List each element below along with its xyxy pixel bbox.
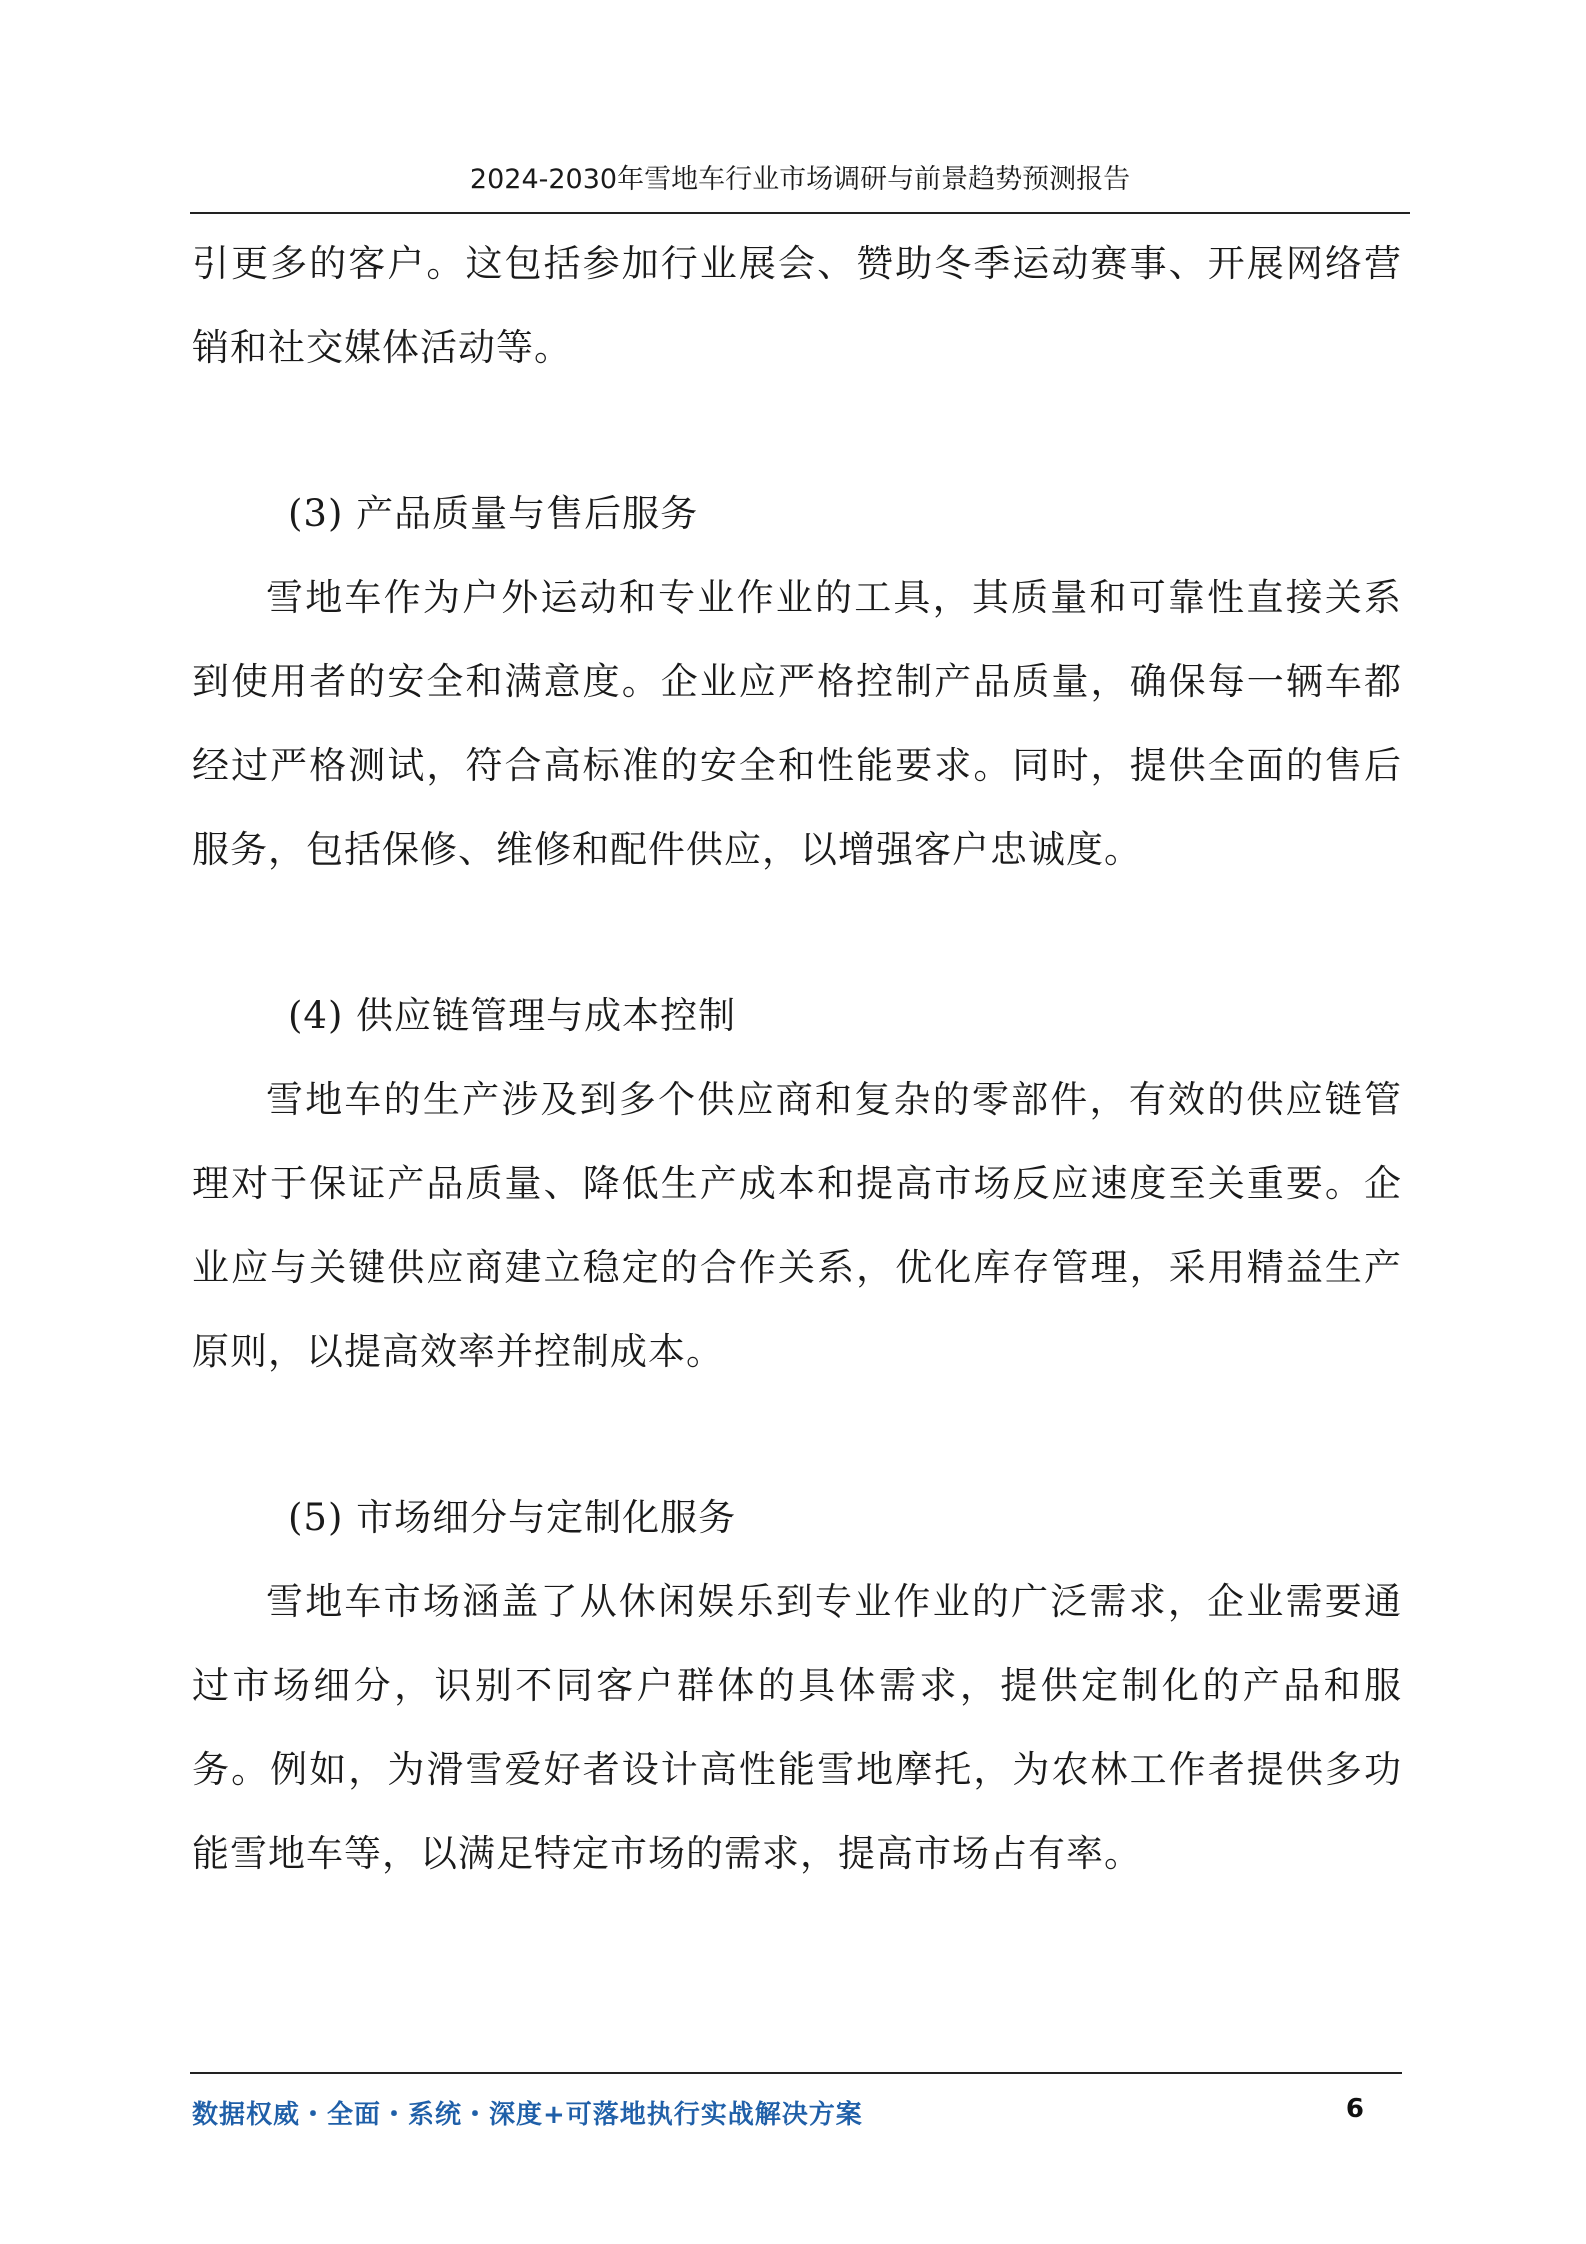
page-number: 6 [1345,2094,1364,2124]
document-body [192,222,1402,1896]
section-paragraph-supply-chain: 雪地车的生产涉及到多个供应商和复杂的零部件，有效的供应链管理对于保证产品质量、降低生产成本和提高市场反应速度至关重要。企业应与关键供应商建立稳定的合作关系，优化库存管理，采用精益生产原则，以提高效率并控制成本。 [192,1078,1402,1373]
footer-slogan: 数据权威・全面・系统・深度+可落地执行实战解决方案 [192,2100,863,2130]
section-paragraph-quality: 雪地车作为户外运动和专业作业的工具，其质量和可靠性直接关系到使用者的安全和满意度。企业应严格控制产品质量，确保每一辆车都经过严格测试，符合高标准的安全和性能要求。同时，提供全面的售后服务，包括保修、维修和配件供应，以增强客户忠诚度。 [192,576,1402,871]
page-header [190,160,1410,214]
section-heading-supply-chain: (4) 供应链管理与成本控制 [288,994,737,1037]
section-gap [192,1394,1402,1476]
section-heading-segmentation: (5) 市场细分与定制化服务 [288,1496,737,1539]
section-heading-quality: (3) 产品质量与售后服务 [288,492,699,535]
page-footer [190,2072,1402,2130]
continuation-paragraph: 引更多的客户。这包括参加行业展会、赞助冬季运动赛事、开展网络营销和社交媒体活动等。 [192,242,1402,369]
section-gap [192,892,1402,974]
section-paragraph-segmentation: 雪地车市场涵盖了从休闲娱乐到专业作业的广泛需求，企业需要通过市场细分，识别不同客户群体的具体需求，提供定制化的产品和服务。例如，为滑雪爱好者设计高性能雪地摩托，为农林工作者提供多功能雪地车等，以满足特定市场的需求，提高市场占有率。 [192,1580,1402,1875]
section-gap [192,390,1402,472]
report-title: 2024-2030年雪地车行业市场调研与前景趋势预测报告 [469,164,1131,195]
